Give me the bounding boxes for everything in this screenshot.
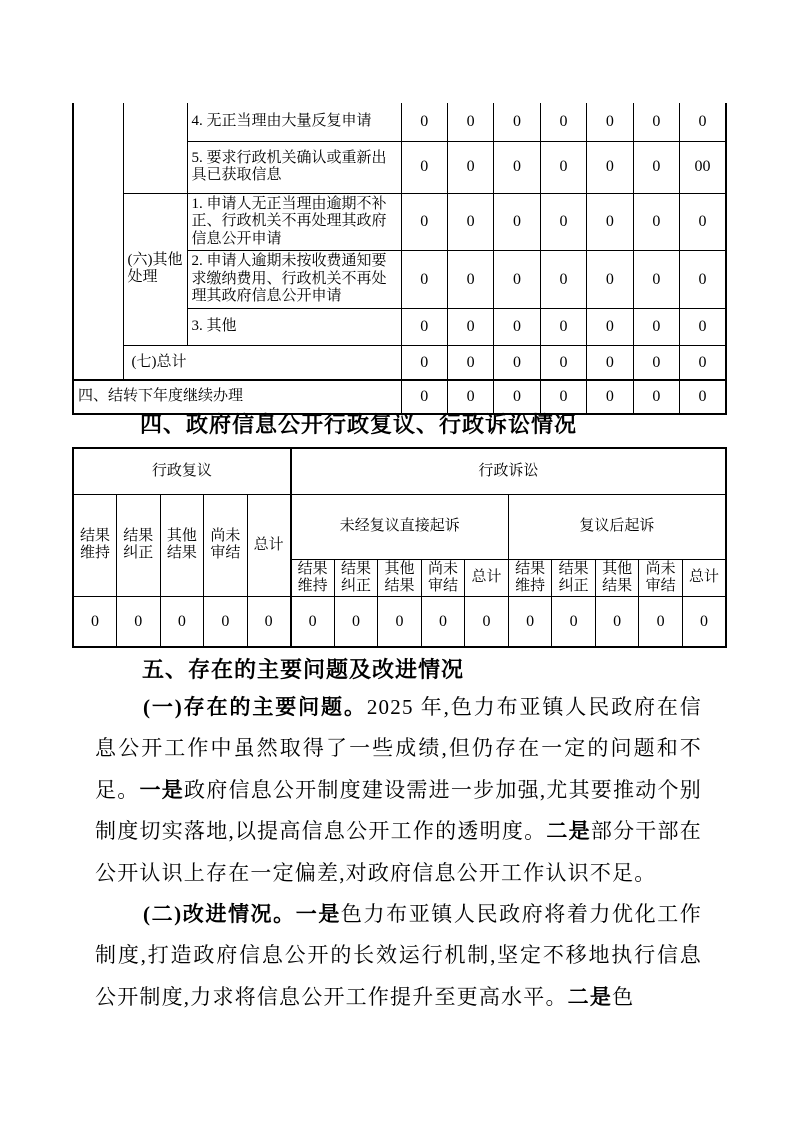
value-cell: 0 — [204, 596, 248, 647]
value-cell: 0 — [680, 345, 726, 380]
para2-text: 色力布亚镇人民政府将着力优化工作制度,打造政府信息公开的长效运行机制,坚定不移地执行信息公开制度,力求将信息公开工作提升至更高水平。 — [95, 902, 702, 1009]
value-cell: 0 — [247, 596, 291, 647]
value-cell: 0 — [334, 596, 378, 647]
value-cell: 0 — [401, 193, 447, 251]
value-cell: 0 — [447, 380, 493, 414]
value-cell: 0 — [447, 345, 493, 380]
value-cell: 0 — [682, 596, 726, 647]
value-cell: 0 — [540, 103, 586, 141]
column-header: 结果维持 — [508, 559, 552, 596]
row-label: 5. 要求行政机关确认或重新出具已获取信息 — [187, 141, 401, 193]
value-cell: 0 — [540, 345, 586, 380]
column-header: 尚未审结 — [204, 494, 248, 596]
value-cell: 0 — [494, 308, 540, 345]
para1-text: 2025 年,色力布亚镇人民政府在信息公开工作中虽然取得了一些成绩,但仍存在一定的问题和不足。 — [95, 695, 702, 802]
section4-heading: 四、政府信息公开行政复议、行政诉讼情况 — [140, 412, 578, 437]
value-cell: 0 — [160, 596, 204, 647]
para1-text: 部分干部在公开认识上存在一定偏差,对政府信息公开工作认识不足。 — [95, 819, 702, 885]
value-cell: 0 — [587, 308, 633, 345]
table-row — [73, 193, 726, 251]
value-cell: 0 — [587, 103, 633, 141]
value-cell: 0 — [401, 103, 447, 141]
row-label: 1. 申请人无正当理由逾期不补正、行政机关不再处理其政府信息公开申请 — [187, 193, 401, 251]
value-cell: 0 — [680, 251, 726, 309]
table-row — [73, 103, 726, 141]
paragraph-problems — [95, 687, 702, 894]
value-cell: 0 — [494, 103, 540, 141]
review-header: 行政复议 — [73, 448, 291, 494]
value-cell: 0 — [447, 251, 493, 309]
value-cell: 0 — [447, 308, 493, 345]
para1-lead: (一)存在的主要问题。 — [143, 695, 367, 719]
value-cell: 0 — [401, 251, 447, 309]
value-cell: 0 — [587, 193, 633, 251]
column-header: 尚未审结 — [639, 559, 683, 596]
column-header: 结果维持 — [73, 494, 117, 596]
para2-text: 色 — [612, 984, 635, 1009]
value-cell: 0 — [117, 596, 161, 647]
column-header: 尚未审结 — [421, 559, 465, 596]
after-review-suit-header: 复议后起诉 — [508, 494, 726, 559]
value-cell: 0 — [540, 251, 586, 309]
value-cell: 0 — [494, 193, 540, 251]
value-cell: 0 — [401, 380, 447, 414]
column-header: 其他结果 — [378, 559, 422, 596]
para1-bold-one: 一是 — [139, 777, 184, 802]
value-cell: 0 — [552, 596, 596, 647]
value-cell: 0 — [587, 345, 633, 380]
value-cell: 0 — [378, 596, 422, 647]
review-litigation-table — [72, 447, 727, 648]
paragraph-improvements — [95, 894, 702, 1018]
value-cell: 0 — [633, 141, 679, 193]
value-cell: 0 — [595, 596, 639, 647]
table-row — [73, 345, 726, 380]
value-cell: 0 — [447, 141, 493, 193]
table-row — [73, 448, 726, 494]
column-header: 总计 — [465, 559, 509, 596]
value-cell: 0 — [633, 345, 679, 380]
column-header: 结果纠正 — [334, 559, 378, 596]
value-cell: 00 — [680, 141, 726, 193]
para2-lead: (二)改进情况。 — [143, 902, 296, 927]
column-header: 结果纠正 — [552, 559, 596, 596]
value-cell: 0 — [494, 380, 540, 414]
value-cell: 0 — [680, 193, 726, 251]
para2-bold-two: 二是 — [567, 984, 613, 1009]
table-row — [73, 596, 726, 647]
value-cell: 0 — [587, 251, 633, 309]
table-cell-empty-group — [73, 103, 123, 380]
column-header: 结果维持 — [291, 559, 335, 596]
column-header: 其他结果 — [160, 494, 204, 596]
carryover-results-table — [72, 103, 727, 415]
value-cell: 0 — [540, 308, 586, 345]
value-cell: 0 — [73, 596, 117, 647]
value-cell: 0 — [540, 141, 586, 193]
group-label: (六)其他处理 — [123, 193, 187, 345]
section5-heading: 五、存在的主要问题及改进情况 — [142, 657, 465, 682]
value-cell: 0 — [587, 141, 633, 193]
para1-text: 政府信息公开制度建设需进一步加强,尤其要推动个别制度切实落地,以提高信息公开工作的透明度。 — [95, 777, 702, 844]
value-cell: 0 — [447, 103, 493, 141]
value-cell: 0 — [494, 141, 540, 193]
para1-bold-two: 二是 — [546, 819, 591, 844]
litigation-header: 行政诉讼 — [291, 448, 726, 494]
value-cell: 0 — [633, 193, 679, 251]
column-header: 总计 — [682, 559, 726, 596]
column-header: 结果纠正 — [117, 494, 161, 596]
row-label: 2. 申请人逾期未按收费通知要求缴纳费用、行政机关不再处理其政府信息公开申请 — [187, 251, 401, 309]
value-cell: 0 — [401, 308, 447, 345]
row-label-carryover: 四、结转下年度继续办理 — [73, 380, 401, 414]
value-cell: 0 — [401, 141, 447, 193]
value-cell: 0 — [421, 596, 465, 647]
column-header: 总计 — [247, 494, 291, 596]
value-cell: 0 — [633, 251, 679, 309]
para2-bold-one: 一是 — [295, 902, 341, 927]
value-cell: 0 — [494, 345, 540, 380]
value-cell: 0 — [639, 596, 683, 647]
value-cell: 0 — [680, 103, 726, 141]
value-cell: 0 — [633, 308, 679, 345]
table-row — [73, 380, 726, 414]
table-cell-empty-subgroup — [123, 103, 187, 193]
value-cell: 0 — [494, 251, 540, 309]
value-cell: 0 — [540, 193, 586, 251]
value-cell: 0 — [587, 380, 633, 414]
direct-suit-header: 未经复议直接起诉 — [291, 494, 509, 559]
value-cell: 0 — [680, 308, 726, 345]
value-cell: 0 — [633, 380, 679, 414]
section5-body — [95, 687, 702, 1018]
value-cell: 0 — [633, 103, 679, 141]
value-cell: 0 — [508, 596, 552, 647]
value-cell: 0 — [540, 380, 586, 414]
table-row — [73, 494, 726, 559]
value-cell: 0 — [680, 380, 726, 414]
row-label: 4. 无正当理由大量反复申请 — [187, 103, 401, 141]
value-cell: 0 — [447, 193, 493, 251]
value-cell: 0 — [291, 596, 335, 647]
column-header: 其他结果 — [595, 559, 639, 596]
value-cell: 0 — [465, 596, 509, 647]
row-label-total: (七)总计 — [123, 345, 401, 380]
row-label: 3. 其他 — [187, 308, 401, 345]
value-cell: 0 — [401, 345, 447, 380]
